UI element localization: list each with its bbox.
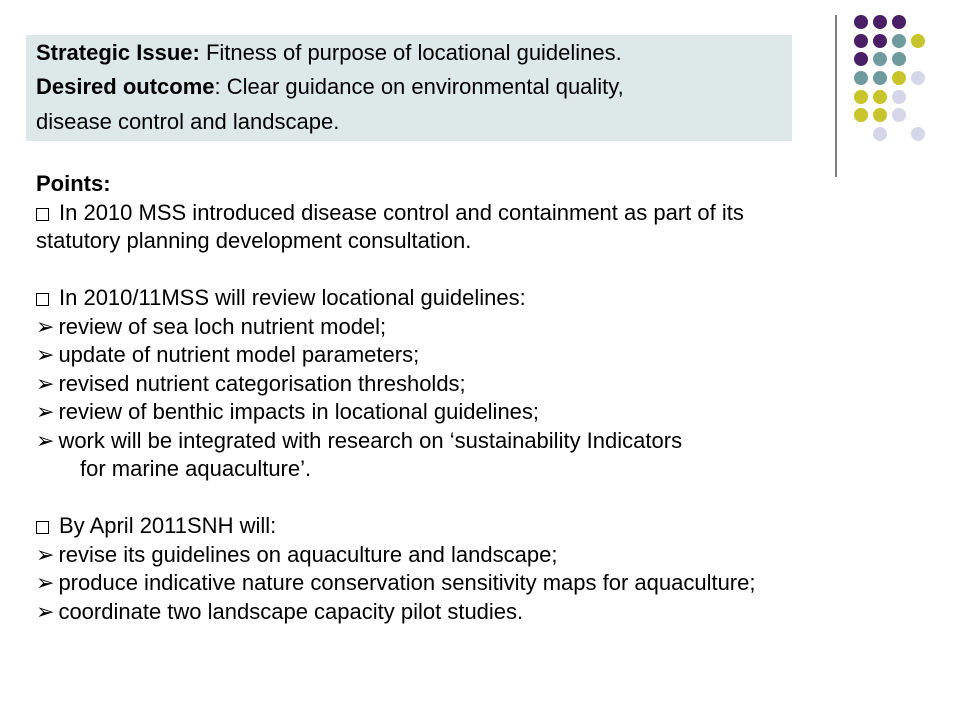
- points-heading: Points:: [36, 171, 111, 196]
- arrow-bullet-icon: ➢: [36, 427, 55, 453]
- point-3: [36, 512, 951, 541]
- arrow-bullet-icon: ➢: [36, 342, 55, 367]
- decorative-dot: [892, 52, 906, 66]
- list-item: [36, 541, 951, 570]
- list-item-text: review of sea loch nutrient model;: [58, 313, 387, 339]
- decorative-dot: [911, 127, 925, 141]
- arrow-bullet-icon: ➢: [36, 399, 55, 424]
- desired-outcome-line: [36, 73, 624, 100]
- strategic-issue-line: [36, 39, 622, 66]
- decorative-dot: [892, 90, 906, 104]
- decorative-dot: [854, 71, 868, 85]
- decorative-dot: [873, 127, 887, 141]
- decorative-dot: [892, 71, 906, 85]
- list-item-text: review of benthic impacts in locational guidelines;: [58, 399, 540, 424]
- square-bullet-icon: [36, 521, 49, 534]
- square-bullet-icon: [36, 293, 49, 306]
- arrow-bullet-icon: ➢: [36, 570, 55, 595]
- decorative-dot: [854, 90, 868, 104]
- decorative-dot: [854, 108, 868, 122]
- list-item-continuation: [36, 455, 951, 484]
- list-item-text: revised nutrient categorisation thresholds;: [58, 370, 466, 396]
- desired-outcome-line-2: [36, 108, 339, 135]
- list-item: [36, 370, 951, 399]
- decorative-dot: [873, 90, 887, 104]
- list-item: [36, 569, 951, 598]
- decorative-dot: [854, 15, 868, 29]
- decorative-dot: [911, 34, 925, 48]
- list-item: [36, 398, 951, 427]
- list-item-text: revise its guidelines on aquaculture and landscape;: [58, 541, 558, 567]
- point-1-line-2: statutory planning development consultation.: [36, 228, 472, 253]
- header-box: [26, 35, 792, 141]
- spacer: [36, 256, 951, 285]
- decorative-dot: [873, 108, 887, 122]
- decorative-dot: [873, 52, 887, 66]
- point-1-continuation: [36, 227, 951, 256]
- list-item-text: coordinate two landscape capacity pilot studies.: [58, 598, 524, 624]
- outcome-text-2: disease control and landscape.: [36, 109, 340, 134]
- issue-text: Fitness of purpose of locational guidelines.: [199, 40, 622, 65]
- list-item-text: produce indicative nature conservation sensitivity maps for aquaculture;: [58, 570, 756, 595]
- arrow-bullet-icon: ➢: [36, 598, 55, 624]
- decorative-dot: [892, 108, 906, 122]
- list-item-text: update of nutrient model parameters;: [58, 342, 420, 367]
- decorative-dot: [892, 15, 906, 29]
- decorative-dot: [873, 71, 887, 85]
- list-item: [36, 313, 951, 342]
- square-bullet-icon: [36, 208, 49, 221]
- decorative-dot: [854, 34, 868, 48]
- outcome-text: : Clear guidance on environmental quality,: [214, 74, 624, 99]
- list-item-text: for marine aquaculture’.: [80, 456, 312, 481]
- point-2: [36, 284, 951, 313]
- issue-label: Strategic Issue:: [36, 40, 200, 65]
- decorative-dot: [911, 71, 925, 85]
- point-2-text: In 2010/11MSS will review locational guidelines:: [59, 285, 526, 310]
- decorative-dot: [873, 15, 887, 29]
- arrow-bullet-icon: ➢: [36, 313, 55, 339]
- point-1-line-1: In 2010 MSS introduced disease control and containment as part of its: [59, 199, 744, 225]
- list-item-text: work will be integrated with research on ‘sustainability Indicators: [58, 427, 683, 453]
- list-item: [36, 598, 951, 627]
- decorative-dot: [873, 34, 887, 48]
- outcome-label: Desired outcome: [36, 74, 215, 99]
- points-section: [36, 170, 951, 626]
- decorative-dot: [892, 34, 906, 48]
- point-1: [36, 199, 951, 228]
- decorative-dot: [854, 52, 868, 66]
- points-heading-row: [36, 170, 951, 199]
- list-item: [36, 427, 951, 456]
- list-item: [36, 341, 951, 370]
- point-3-text: By April 2011SNH will:: [59, 513, 277, 538]
- spacer: [36, 484, 951, 513]
- arrow-bullet-icon: ➢: [36, 370, 55, 396]
- arrow-bullet-icon: ➢: [36, 541, 55, 567]
